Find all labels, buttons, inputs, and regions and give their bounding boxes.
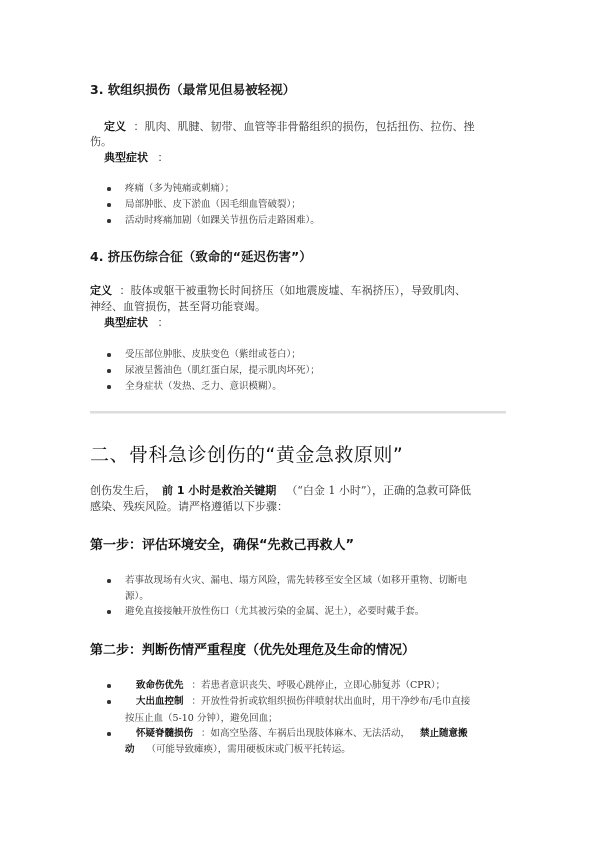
s4-symptom-item: 全身症状（发热、乏力、意识模糊）。 (125, 381, 282, 392)
step2-item-1: 致命伤优先 ：若患者意识丧失、呼吸心跳停止，立即心肺复苏（CPR）； (136, 680, 446, 691)
s3-definition-label: 定义 (104, 120, 126, 133)
warning-highlight: 禁止随意搬 (420, 728, 468, 739)
step2-item-2-line-2: 按压止血（5-10 分钟），避免回血； (125, 713, 278, 724)
bullet-icon (107, 203, 111, 207)
s4-definition-label: 定义 (90, 284, 112, 297)
s4-symptoms-heading: 典型症状 ： (104, 316, 169, 329)
s3-symptom-item: 疼痛（多为钝痛或刺痛）； (125, 183, 235, 194)
s3-symptom-item: 活动时疼痛加剧（如踝关节扭伤后走路困难）。 (125, 215, 320, 226)
s3-symptoms-heading: 典型症状 ： (104, 151, 169, 164)
bullet-icon (107, 732, 111, 736)
section-2-intro-line-1: 创伤发生后， 前 1 小时是救治关键期 （“白金 1 小时”），正确的急救可降低 (90, 484, 472, 497)
step1-item-2: 避免直接接触开放性伤口（尤其被污染的金属、泥土），必要时戴手套。 (125, 606, 425, 617)
step1-item-1-line-1: 若事故现场有火灾、漏电、塌方风险，需先转移至安全区域（如移开重物、切断电 (125, 575, 468, 586)
bullet-icon (107, 579, 111, 583)
bullet-icon (107, 684, 111, 688)
step2-item-3-label: 怀疑脊髓损伤 (136, 728, 194, 739)
bullet-icon (107, 187, 111, 191)
bullet-icon (107, 219, 111, 223)
bullet-icon (107, 353, 111, 357)
step2-item-1-label: 致命伤优先 (136, 680, 184, 691)
bullet-icon (107, 369, 111, 373)
section-2-title: 二、骨科急诊创伤的“黄金急救原则” (90, 444, 404, 466)
bullet-icon (107, 385, 111, 389)
step-1-title: 第一步：评估环境安全，确保“先救己再救人” (90, 538, 355, 553)
s4-symptom-item: 尿液呈酱油色（肌红蛋白尿，提示肌肉坏死）； (125, 365, 320, 376)
bullet-icon (107, 700, 111, 704)
s4-definition-line-1: 定义 ：肢体或躯干被重物长时间挤压（如地震废墟、车祸挤压），导致肌肉、 (90, 284, 466, 297)
section-4-title: 4. 挤压伤综合征（致命的“延迟伤害”） (90, 249, 312, 264)
step2-item-2-line-1: 大出血控制 ：开放性骨折或软组织损伤伴喷射状出血时，用干净纱布/毛巾直接 (136, 696, 471, 707)
step-2-title: 第二步：判断伤情严重程度（优先处理危及生命的情况） (90, 643, 416, 658)
step2-item-3-line-1: 怀疑脊髓损伤 ：如高空坠落、车祸后出现肢体麻木、无法活动， 禁止随意搬 (136, 728, 468, 739)
step2-item-2-label: 大出血控制 (136, 696, 184, 707)
s3-definition-line-1: 定义 ：肌肉、肌腱、韧带、血管等非骨骼组织的损伤，包括扭伤、拉伤、挫 (104, 120, 475, 133)
section-2-intro-line-2: 感染、残疾风险。请严格遵循以下步骤： (90, 500, 288, 513)
golden-hour-highlight: 前 1 小时是救治关键期 (162, 484, 277, 497)
s4-definition-line-2: 神经、血管损伤，甚至肾功能衰竭。 (90, 300, 266, 313)
s4-symptom-item: 受压部位肿胀、皮肤变色（紫绀或苍白）； (125, 349, 301, 360)
section-3-title: 3. 软组织损伤（最常见但易被轻视） (90, 82, 296, 97)
step1-item-1-line-2: 源）。 (125, 591, 149, 602)
section-divider (90, 411, 506, 414)
step2-item-3-line-2: 动 （可能导致瘫痪），需用硬板床或门板平托转运。 (125, 744, 351, 755)
s3-definition-line-2: 伤。 (90, 135, 112, 148)
s3-symptom-item: 局部肿胀、皮下淤血（因毛细血管破裂）； (125, 199, 301, 210)
bullet-icon (107, 610, 111, 614)
